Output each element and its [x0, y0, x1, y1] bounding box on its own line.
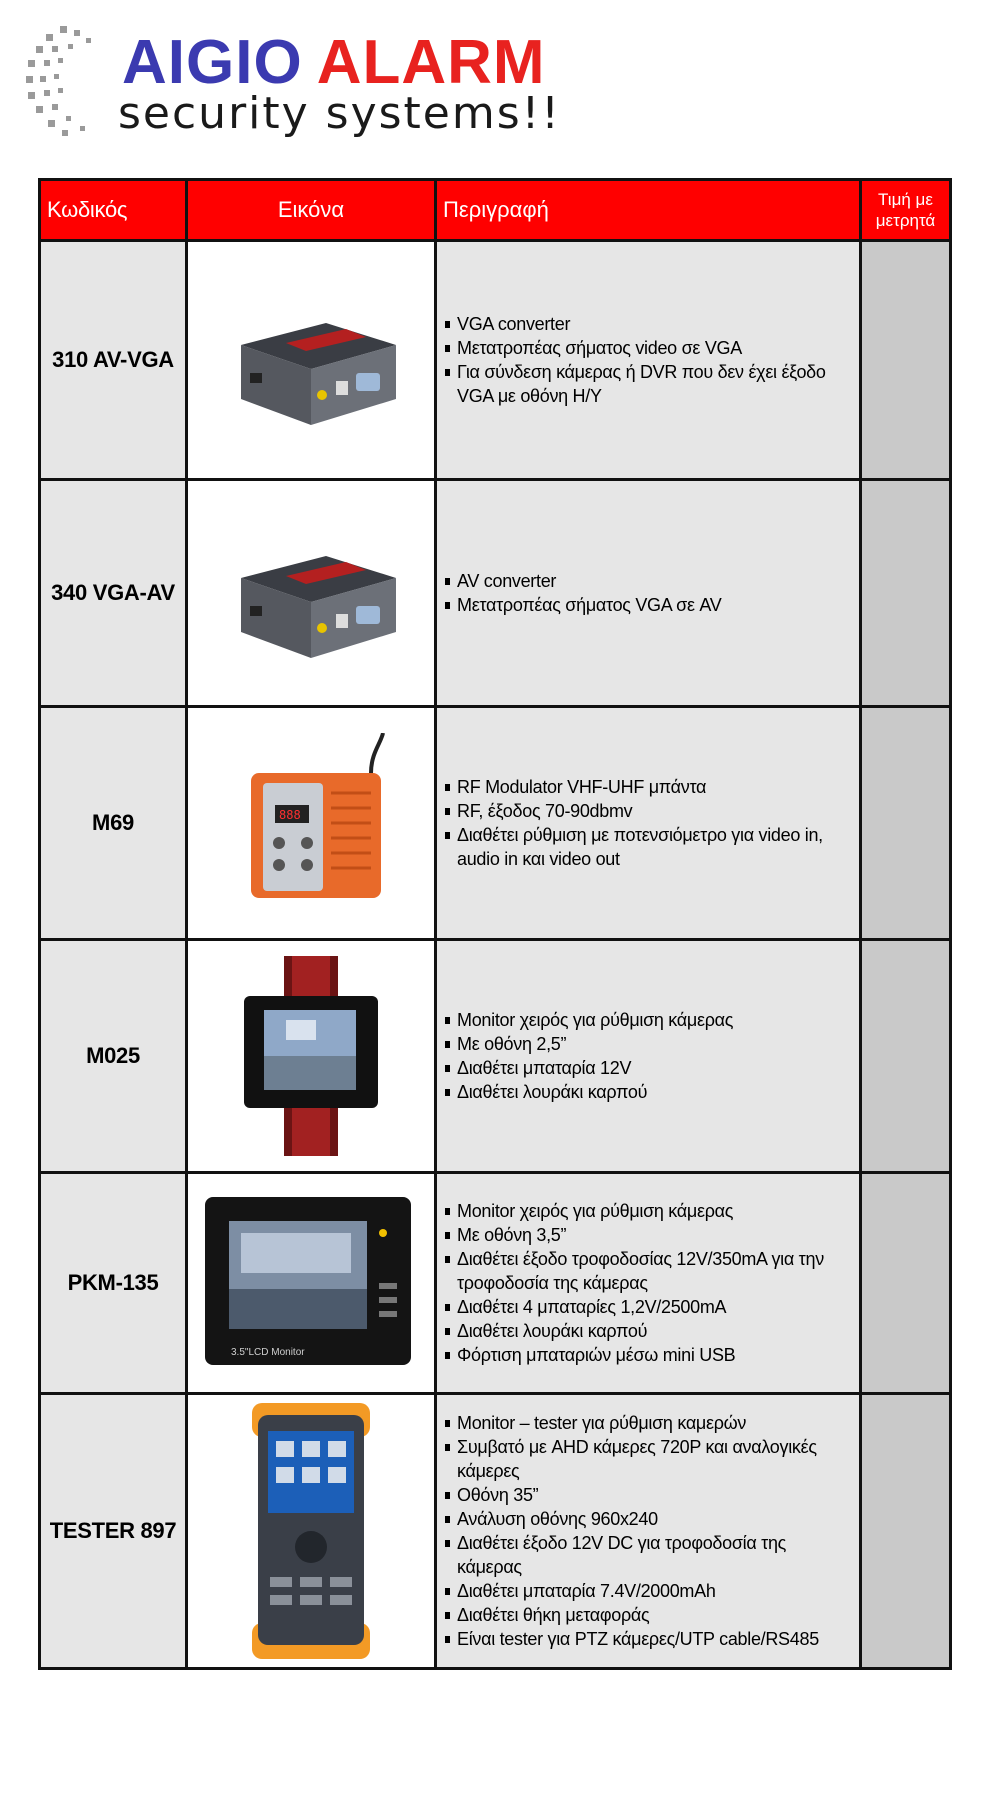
product-description	[437, 242, 859, 478]
description-item: Για σύνδεση κάμερας ή DVR που δεν έχει έξοδο VGA με οθόνη Η/Υ	[445, 360, 849, 408]
cctv-tester-icon	[246, 1401, 376, 1661]
product-code: 340 VGA-AV	[41, 481, 185, 705]
product-code: TESTER 897	[41, 1395, 185, 1667]
header-code: Κωδικός	[41, 181, 185, 239]
description-item: Διαθέτει θήκη μεταφοράς	[445, 1603, 849, 1627]
table-header-row	[41, 181, 949, 239]
header-price: Τιμή με μετρητά	[862, 181, 949, 239]
product-image	[188, 1395, 434, 1667]
lcd-monitor-icon	[201, 1193, 421, 1373]
av-converter-box-icon	[216, 518, 406, 668]
description-item: VGA converter	[445, 312, 849, 336]
product-description	[437, 941, 859, 1171]
wrist-monitor-icon	[236, 956, 386, 1156]
product-image	[188, 1174, 434, 1392]
product-price	[862, 1395, 949, 1667]
description-item: Ανάλυση οθόνης 960x240	[445, 1507, 849, 1531]
product-description	[437, 1174, 859, 1392]
table-row	[41, 1395, 949, 1667]
product-price	[862, 1174, 949, 1392]
header-image: Εικόνα	[188, 181, 434, 239]
description-item: Μετατροπέας σήματος VGA σε AV	[445, 593, 721, 617]
description-item: Μετατροπέας σήματος video σε VGA	[445, 336, 849, 360]
description-item: Διαθέτει μπαταρία 7.4V/2000mAh	[445, 1579, 849, 1603]
table-row	[41, 481, 949, 705]
table-row	[41, 1174, 949, 1392]
rf-modulator-icon	[221, 733, 401, 913]
product-code: M025	[41, 941, 185, 1171]
svg-text:888: 888	[279, 808, 301, 822]
product-code: 310 AV-VGA	[41, 242, 185, 478]
product-image	[188, 242, 434, 478]
brand-name-part2: ALARM	[316, 28, 546, 97]
monitor-caption: 3.5"LCD Monitor	[231, 1347, 305, 1358]
description-item: Με οθόνη 2,5”	[445, 1032, 733, 1056]
product-code: M69	[41, 708, 185, 938]
product-image	[188, 481, 434, 705]
description-item: RF, έξοδος 70-90dbmv	[445, 799, 849, 823]
description-item: Διαθέτει 4 μπαταρίες 1,2V/2500mA	[445, 1295, 849, 1319]
header-description: Περιγραφή	[437, 181, 859, 239]
description-item: Φόρτιση μπαταριών μέσω mini USB	[445, 1343, 849, 1367]
brand-name	[122, 28, 546, 97]
product-price	[862, 708, 949, 938]
description-item: Monitor χειρός για ρύθμιση κάμερας	[445, 1008, 733, 1032]
description-item: Με οθόνη 3,5”	[445, 1223, 849, 1247]
description-item: AV converter	[445, 569, 721, 593]
product-price	[862, 242, 949, 478]
vga-converter-box-icon	[216, 285, 406, 435]
product-description	[437, 708, 859, 938]
table-row	[41, 242, 949, 478]
description-item: Monitor χειρός για ρύθμιση κάμερας	[445, 1199, 849, 1223]
description-item: Διαθέτει έξοδο 12V DC για τροφοδοσία της κάμερας	[445, 1531, 849, 1579]
product-description	[437, 481, 859, 705]
description-item: Monitor – tester για ρύθμιση καμερών	[445, 1411, 849, 1435]
table-row	[41, 708, 949, 938]
description-item: Συμβατό με AHD κάμερες 720P και αναλογικές κάμερες	[445, 1435, 849, 1483]
description-item: Διαθέτει μπαταρία 12V	[445, 1056, 733, 1080]
company-logo	[22, 22, 582, 142]
brand-tagline: security systems!!	[118, 88, 561, 139]
dots-swirl-icon	[22, 22, 114, 140]
product-table	[38, 178, 952, 1670]
product-image	[188, 941, 434, 1171]
brand-name-part1: AIGIO	[122, 28, 303, 97]
description-item: Διαθέτει λουράκι καρπού	[445, 1319, 849, 1343]
product-code: PKM-135	[41, 1174, 185, 1392]
product-image	[188, 708, 434, 938]
description-item: Είναι tester για PTZ κάμερες/UTP cable/RS485	[445, 1627, 849, 1651]
description-item: Διαθέτει ρύθμιση με ποτενσιόμετρο για video in, audio in και video out	[445, 823, 849, 871]
product-price	[862, 481, 949, 705]
description-item: Διαθέτει λουράκι καρπού	[445, 1080, 733, 1104]
description-item: Διαθέτει έξοδο τροφοδοσίας 12V/350mA για την τροφοδοσία της κάμερας	[445, 1247, 849, 1295]
product-description	[437, 1395, 859, 1667]
table-row	[41, 941, 949, 1171]
description-item: Οθόνη 35”	[445, 1483, 849, 1507]
product-price	[862, 941, 949, 1171]
description-item: RF Modulator VHF-UHF μπάντα	[445, 775, 849, 799]
